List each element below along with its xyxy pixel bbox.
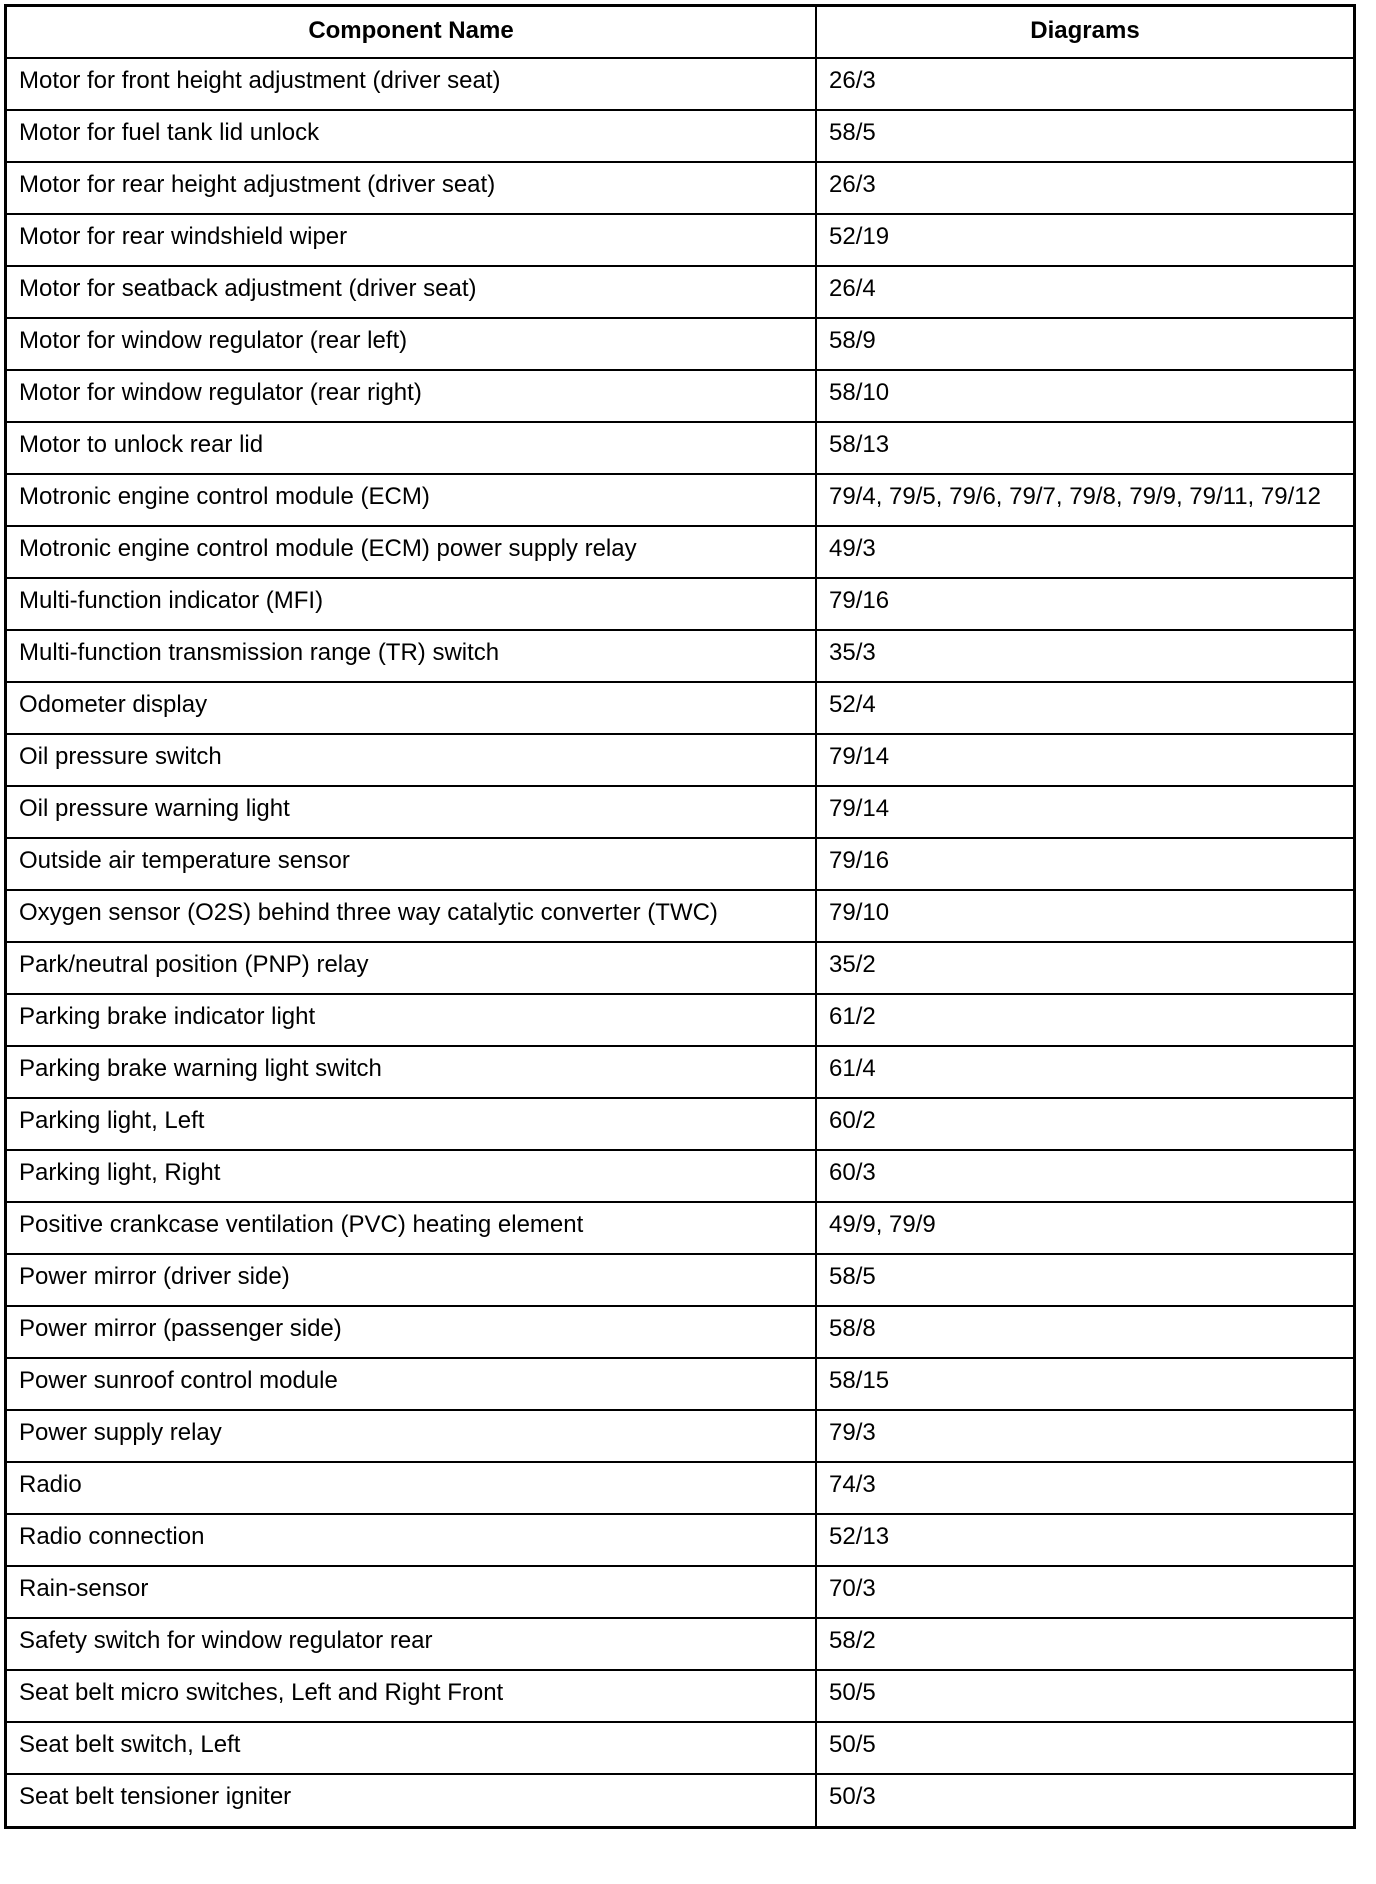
table-header-row: [7, 7, 1353, 58]
component-name-cell: Parking light, Right: [7, 1150, 816, 1202]
component-name-cell: Motor to unlock rear lid: [7, 422, 816, 474]
table-row: [7, 578, 1353, 630]
component-name-cell: Motor for front height adjustment (driver seat): [7, 58, 816, 110]
component-name-cell: Power mirror (driver side): [7, 1254, 816, 1306]
table-row: [7, 162, 1353, 214]
diagrams-cell: 35/2: [816, 942, 1353, 994]
diagrams-cell: 58/5: [816, 110, 1353, 162]
diagrams-cell: 58/2: [816, 1618, 1353, 1670]
diagrams-cell: 35/3: [816, 630, 1353, 682]
table-row: [7, 422, 1353, 474]
diagrams-cell: 79/4, 79/5, 79/6, 79/7, 79/8, 79/9, 79/11, 79/12: [816, 474, 1353, 526]
table-row: [7, 1202, 1353, 1254]
table-row: [7, 786, 1353, 838]
table-row: [7, 266, 1353, 318]
table-row: [7, 110, 1353, 162]
table-row: [7, 1566, 1353, 1618]
diagrams-cell: 61/4: [816, 1046, 1353, 1098]
diagrams-cell: 74/3: [816, 1462, 1353, 1514]
header-component-name: Component Name: [7, 7, 816, 58]
table-row: [7, 734, 1353, 786]
table-row: [7, 526, 1353, 578]
component-name-cell: Seat belt micro switches, Left and Right Front: [7, 1670, 816, 1722]
table-row: [7, 1046, 1353, 1098]
component-name-cell: Power mirror (passenger side): [7, 1306, 816, 1358]
component-name-cell: Motronic engine control module (ECM) power supply relay: [7, 526, 816, 578]
component-table-frame: [4, 4, 1356, 1829]
diagrams-cell: 79/14: [816, 786, 1353, 838]
table-row: [7, 994, 1353, 1046]
component-name-cell: Multi-function transmission range (TR) switch: [7, 630, 816, 682]
table-row: [7, 630, 1353, 682]
diagrams-cell: 61/2: [816, 994, 1353, 1046]
table-row: [7, 1618, 1353, 1670]
table-row: [7, 370, 1353, 422]
table-row: [7, 1410, 1353, 1462]
diagrams-cell: 60/2: [816, 1098, 1353, 1150]
component-name-cell: Parking light, Left: [7, 1098, 816, 1150]
component-name-cell: Safety switch for window regulator rear: [7, 1618, 816, 1670]
component-name-cell: Motor for rear height adjustment (driver seat): [7, 162, 816, 214]
component-name-cell: Motor for window regulator (rear right): [7, 370, 816, 422]
diagrams-cell: 58/10: [816, 370, 1353, 422]
diagrams-cell: 49/9, 79/9: [816, 1202, 1353, 1254]
diagrams-cell: 79/16: [816, 578, 1353, 630]
diagrams-cell: 26/4: [816, 266, 1353, 318]
diagrams-cell: 58/15: [816, 1358, 1353, 1410]
table-row: [7, 1150, 1353, 1202]
component-diagram-table: [7, 7, 1353, 1826]
diagrams-cell: 52/19: [816, 214, 1353, 266]
component-name-cell: Radio: [7, 1462, 816, 1514]
component-name-cell: Oil pressure warning light: [7, 786, 816, 838]
component-name-cell: Positive crankcase ventilation (PVC) heating element: [7, 1202, 816, 1254]
component-name-cell: Multi-function indicator (MFI): [7, 578, 816, 630]
table-row: [7, 1722, 1353, 1774]
component-name-cell: Parking brake indicator light: [7, 994, 816, 1046]
component-name-cell: Motor for rear windshield wiper: [7, 214, 816, 266]
table-row: [7, 1670, 1353, 1722]
table-row: [7, 1358, 1353, 1410]
table-row: [7, 942, 1353, 994]
diagrams-cell: 58/9: [816, 318, 1353, 370]
table-row: [7, 58, 1353, 110]
table-row: [7, 1774, 1353, 1826]
diagrams-cell: 52/4: [816, 682, 1353, 734]
table-row: [7, 474, 1353, 526]
component-name-cell: Oil pressure switch: [7, 734, 816, 786]
component-name-cell: Radio connection: [7, 1514, 816, 1566]
table-row: [7, 1462, 1353, 1514]
component-name-cell: Outside air temperature sensor: [7, 838, 816, 890]
table-row: [7, 1306, 1353, 1358]
table-row: [7, 1254, 1353, 1306]
component-name-cell: Park/neutral position (PNP) relay: [7, 942, 816, 994]
table-row: [7, 682, 1353, 734]
component-name-cell: Seat belt switch, Left: [7, 1722, 816, 1774]
table-row: [7, 890, 1353, 942]
diagrams-cell: 50/3: [816, 1774, 1353, 1826]
component-name-cell: Motor for seatback adjustment (driver seat): [7, 266, 816, 318]
table-row: [7, 318, 1353, 370]
table-row: [7, 214, 1353, 266]
diagrams-cell: 70/3: [816, 1566, 1353, 1618]
component-name-cell: Motor for fuel tank lid unlock: [7, 110, 816, 162]
component-name-cell: Oxygen sensor (O2S) behind three way catalytic converter (TWC): [7, 890, 816, 942]
component-name-cell: Motor for window regulator (rear left): [7, 318, 816, 370]
diagrams-cell: 79/10: [816, 890, 1353, 942]
diagrams-cell: 58/13: [816, 422, 1353, 474]
diagrams-cell: 79/3: [816, 1410, 1353, 1462]
diagrams-cell: 79/14: [816, 734, 1353, 786]
diagrams-cell: 26/3: [816, 162, 1353, 214]
component-name-cell: Rain-sensor: [7, 1566, 816, 1618]
diagrams-cell: 58/5: [816, 1254, 1353, 1306]
component-name-cell: Motronic engine control module (ECM): [7, 474, 816, 526]
diagrams-cell: 50/5: [816, 1722, 1353, 1774]
diagrams-cell: 26/3: [816, 58, 1353, 110]
diagrams-cell: 52/13: [816, 1514, 1353, 1566]
diagrams-cell: 49/3: [816, 526, 1353, 578]
table-row: [7, 1514, 1353, 1566]
component-name-cell: Parking brake warning light switch: [7, 1046, 816, 1098]
diagrams-cell: 50/5: [816, 1670, 1353, 1722]
table-row: [7, 1098, 1353, 1150]
diagrams-cell: 60/3: [816, 1150, 1353, 1202]
diagrams-cell: 79/16: [816, 838, 1353, 890]
component-name-cell: Power sunroof control module: [7, 1358, 816, 1410]
table-row: [7, 838, 1353, 890]
component-name-cell: Odometer display: [7, 682, 816, 734]
diagrams-cell: 58/8: [816, 1306, 1353, 1358]
component-name-cell: Power supply relay: [7, 1410, 816, 1462]
component-name-cell: Seat belt tensioner igniter: [7, 1774, 816, 1826]
table-body: [7, 58, 1353, 1826]
header-diagrams: Diagrams: [816, 7, 1353, 58]
